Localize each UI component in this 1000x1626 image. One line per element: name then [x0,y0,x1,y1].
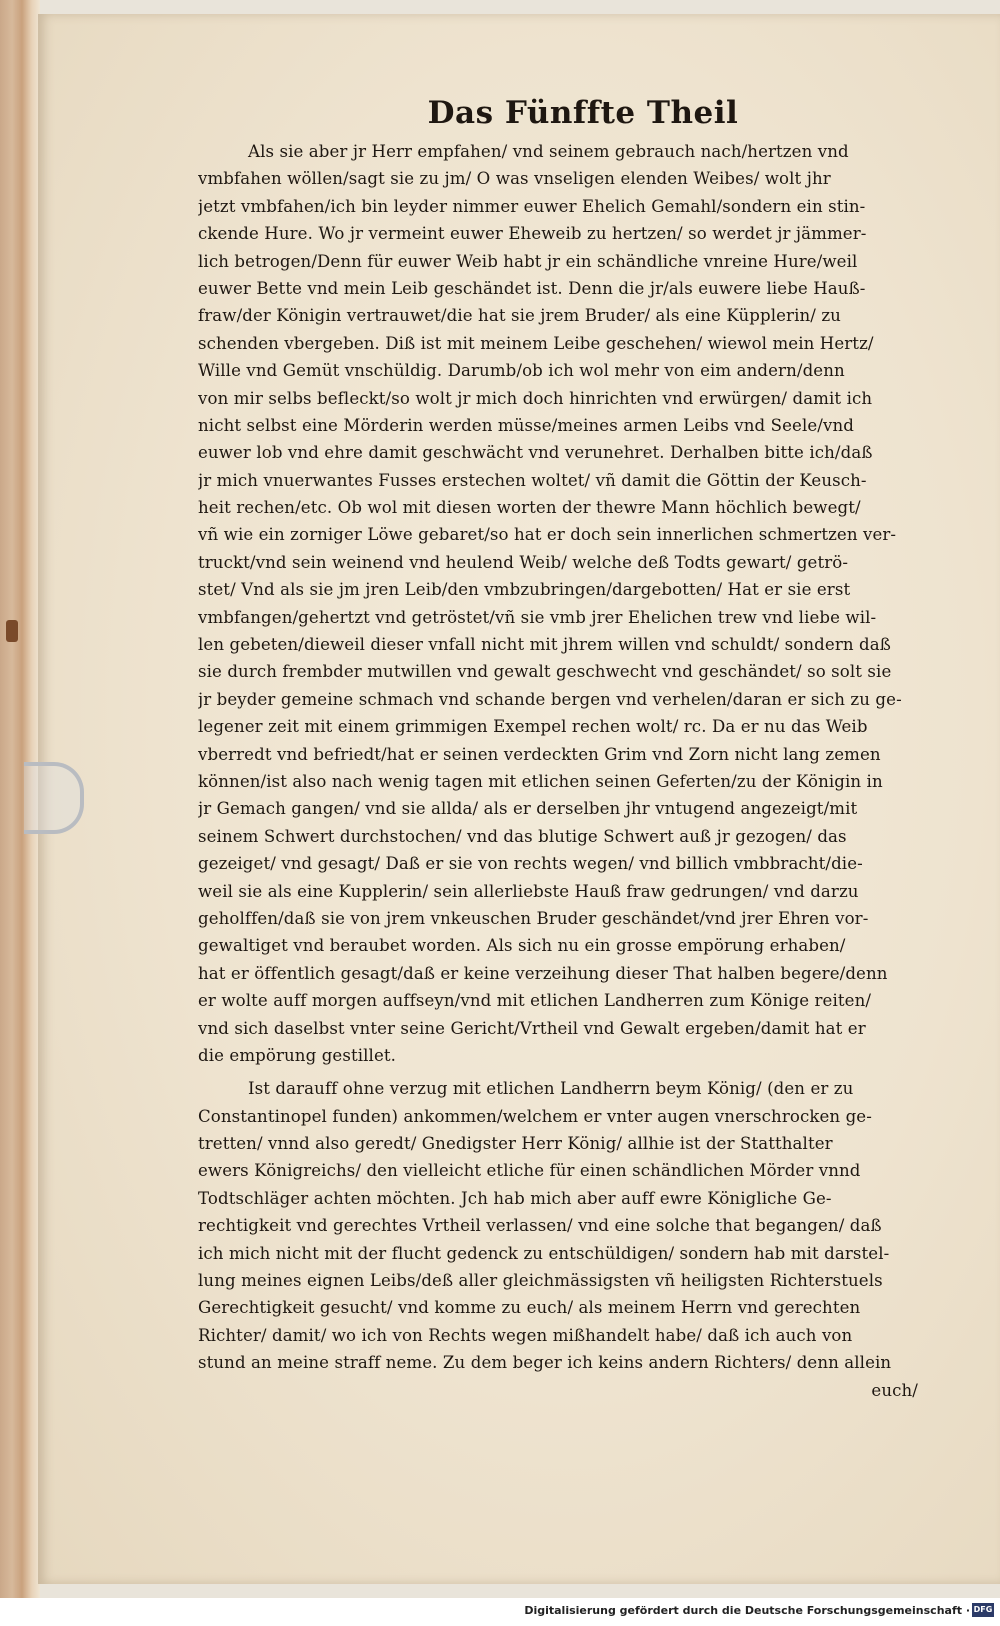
text-line: vmbfangen/gehertzt vnd getröstet/vñ sie vmb jrer Ehelichen trew vnd liebe wil- [198,607,877,627]
text-line: vñ wie ein zorniger Löwe gebaret/so hat er doch sein innerlichen schmertzen ver- [198,525,897,545]
text-block [198,90,918,1404]
dfg-logo: DFG [972,1603,994,1617]
footer-bar [0,1598,1000,1626]
text-line: von mir selbs befleckt/so wolt jr mich doch hinrichten vnd erwürgen/ damit ich [198,388,873,408]
text-line: nicht selbst eine Mörderin werden müsse/meines armen Leibs vnd Seele/vnd [198,415,854,435]
text-line: die empörung gestillet. [198,1045,397,1065]
text-line: Gerechtigkeit gesucht/ vnd komme zu euch/ als meinem Herrn vnd gerechten [198,1298,861,1318]
text-line: fraw/der Königin vertrauwet/die hat sie jrem Bruder/ als eine Küpplerin/ zu [198,306,841,326]
text-line: hat er öffentlich gesagt/daß er keine verzeihung dieser That halben begere/denn [198,963,888,983]
binding-stain [6,620,18,642]
text-line: lich betrogen/Denn für euwer Weib habt jr ein schändliche vnreine Hure/weil [198,251,858,271]
text-line: ich mich nicht mit der flucht gedenck zu entschüldigen/ sondern hab mit darstel- [198,1243,890,1263]
text-line: jr beyder gemeine schmach vnd schande bergen vnd verhelen/daran er sich zu ge- [198,689,902,709]
text-line: geholffen/daß sie von jrem vnkeuschen Bruder geschändet/vnd jrer Ehren vor- [198,908,869,928]
text-line: Richter/ damit/ wo ich von Rechts wegen mißhandelt habe/ daß ich auch von [198,1325,853,1345]
text-line: schenden vbergeben. Diß ist mit meinem Leibe geschehen/ wiewol mein Hertz/ [198,333,874,353]
funding-credit: Digitalisierung gefördert durch die Deutsche Forschungsgemeinschaft · [524,1604,970,1617]
text-line: lung meines eignen Leibs/deß aller gleichmässigsten vñ heiligsten Richterstuels [198,1271,883,1291]
text-line: gezeiget/ vnd gesagt/ Daß er sie von rechts wegen/ vnd billich vmbbracht/die- [198,854,863,874]
text-line: können/ist also nach wenig tagen mit etlichen seinen Geferten/zu der Königin in [198,771,883,791]
text-line: truckt/vnd sein weinend vnd heulend Weib/ welche deß Todts gewart/ getrö- [198,552,849,572]
text-line: er wolte auff morgen auffseyn/vnd mit etlichen Landherren zum Könige reiten/ [198,991,872,1011]
text-line: Todtschläger achten möchten. Jch hab mich aber auff ewre Königliche Ge- [198,1188,832,1208]
text-line: legener zeit mit einem grimmigen Exempel rechen wolt/ rc. Da er nu das Weib [198,717,868,737]
text-line: Ist darauff ohne verzug mit etlichen Landherrn beym König/ (den er zu [248,1079,854,1099]
text-line: euwer lob vnd ehre damit geschwächt vnd verunehret. Derhalben bitte ich/daß [198,443,873,463]
text-line: tretten/ vnnd also geredt/ Gnedigster Herr König/ allhie ist der Statthalter [198,1134,833,1154]
text-line: ckende Hure. Wo jr vermeint euwer Eheweib zu hertzen/ so werdet jr jämmer- [198,224,867,244]
text-line: rechtigkeit vnd gerechtes Vrtheil verlassen/ vnd eine solche that begangen/ daß [198,1216,882,1236]
text-line: sie durch frembder mutwillen vnd gewalt geschwecht vnd geschändet/ so solt sie [198,662,892,682]
catchword: euch/ [871,1380,918,1400]
text-line: heit rechen/etc. Ob wol mit diesen worten der thewre Mann höchlich bewegt/ [198,498,861,518]
text-line: jetzt vmbfahen/ich bin leyder nimmer euwer Ehelich Gemahl/sondern ein stin- [198,196,866,216]
text-line: vnd sich daselbst vnter seine Gericht/Vrtheil vnd Gewalt ergeben/damit hat er [198,1018,866,1038]
text-line: jr mich vnuerwantes Fusses erstechen woltet/ vñ damit die Göttin der Keusch- [198,470,867,490]
running-head: Das Fünffte Theil [427,95,739,131]
text-line: vmbfahen wöllen/sagt sie zu jm/ O was vnseligen elenden Weibes/ wolt jhr [198,169,831,189]
text-line: Constantinopel funden) ankommen/welchem er vnter augen vnerschrocken ge- [198,1106,872,1126]
text-line: stund an meine straff neme. Zu dem beger ich keins andern Richters/ denn allein [198,1353,892,1373]
text-line: weil sie als eine Kupplerin/ sein allerliebste Hauß fraw gedrungen/ vnd darzu [198,881,859,901]
text-line: Als sie aber jr Herr empfahen/ vnd seinem gebrauch nach/hertzen vnd [248,142,849,161]
text-line: vberredt vnd befriedt/hat er seinen verdeckten Grim vnd Zorn nicht lang zemen [198,744,881,764]
paragraph-1 [198,138,918,1069]
text-line: euwer Bette vnd mein Leib geschändet ist. Denn die jr/als euwere liebe Hauß- [198,278,866,298]
text-line: stet/ Vnd als sie jm jren Leib/den vmbzubringen/dargebotten/ Hat er sie erst [198,580,851,600]
paper-clip-icon [24,762,84,834]
text-line: Wille vnd Gemüt vnschüldig. Darumb/ob ich wol mehr von eim andern/denn [198,361,845,381]
text-line: seinem Schwert durchstochen/ vnd das blutige Schwert auß jr gezogen/ das [198,826,847,846]
text-line: gewaltiget vnd beraubet worden. Als sich nu ein grosse empörung erhaben/ [198,936,846,956]
text-line: len gebeten/dieweil dieser vnfall nicht mit jhrem willen vnd schuldt/ sondern daß [198,635,891,655]
text-line: ewers Königreichs/ den vielleicht etliche für einen schändlichen Mörder vnnd [198,1161,861,1181]
text-line: jr Gemach gangen/ vnd sie allda/ als er derselben jhr vntugend angezeigt/mit [198,799,858,819]
paragraph-2 [198,1075,918,1404]
